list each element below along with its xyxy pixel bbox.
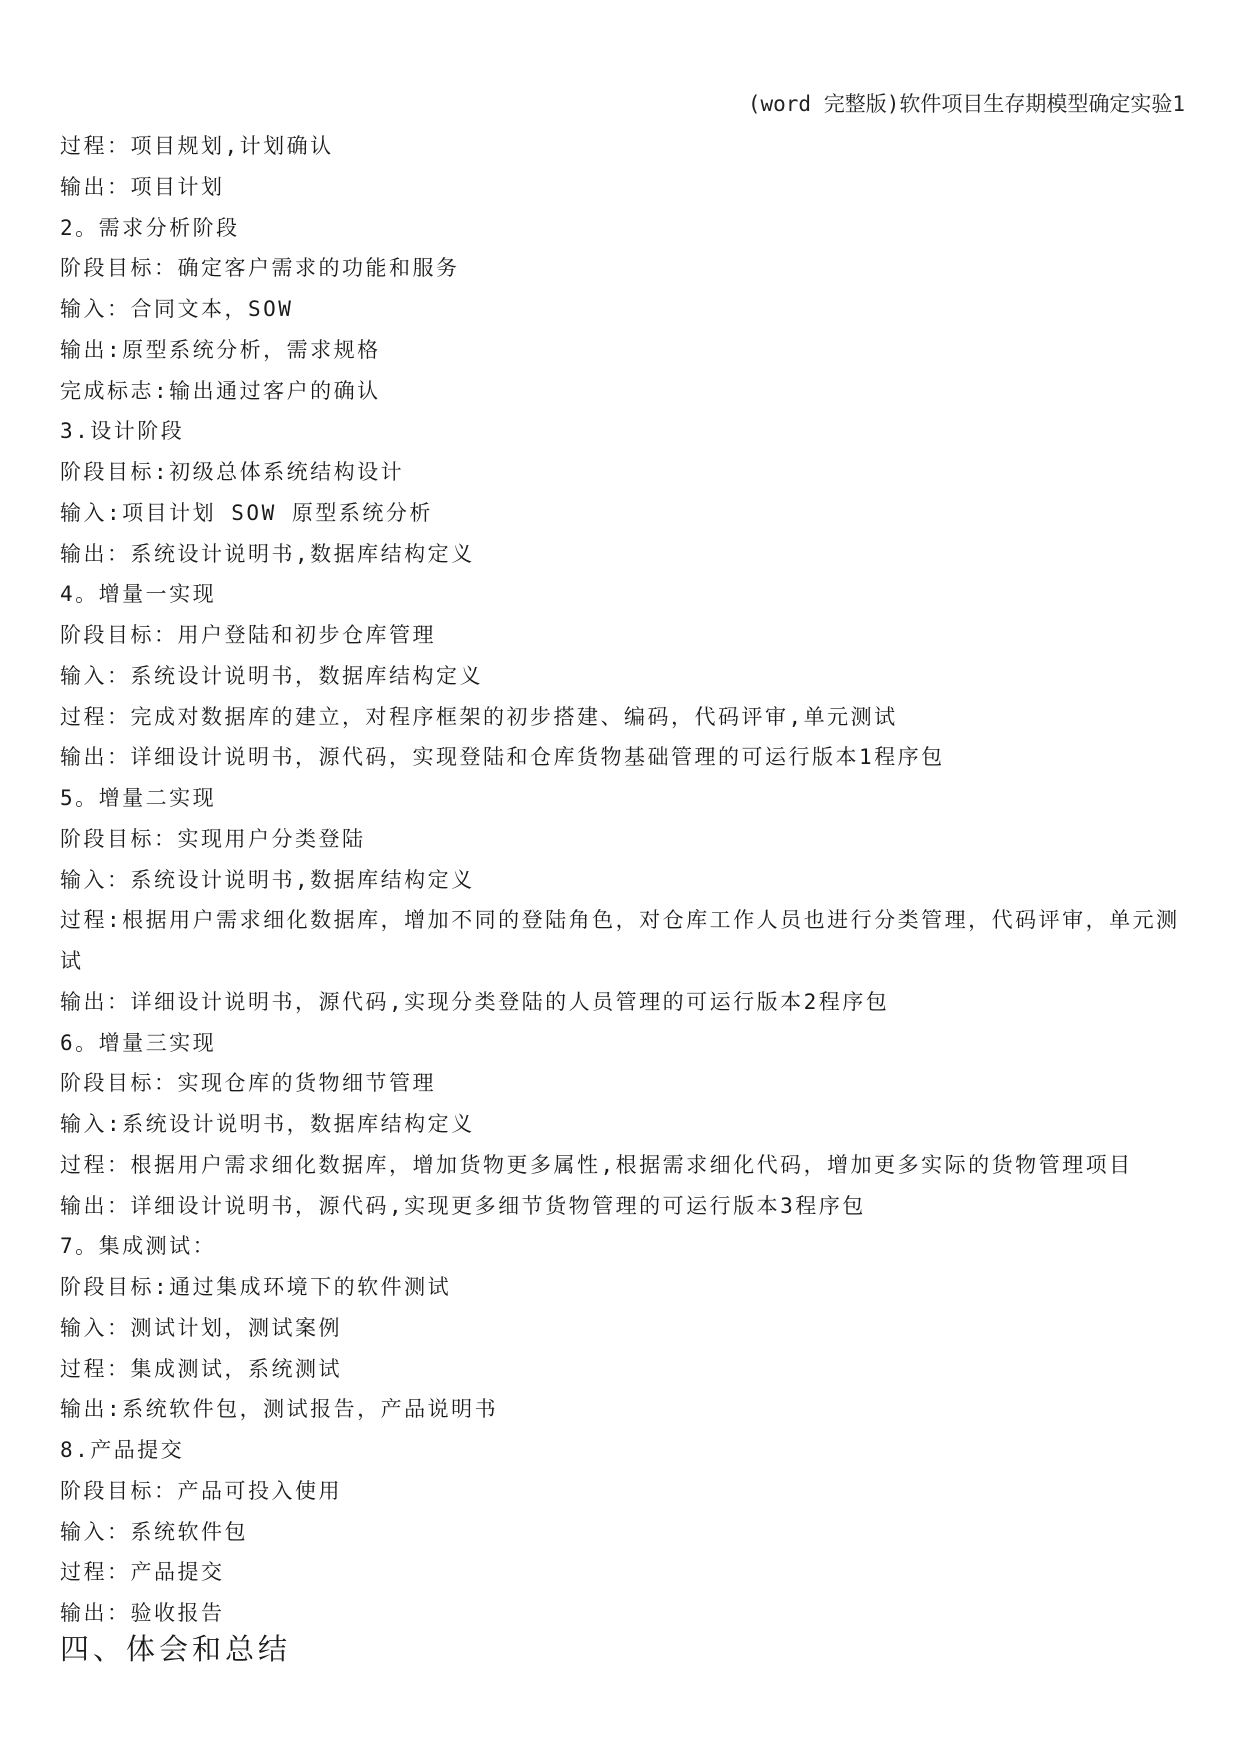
- section-heading: 四、体会和总结: [60, 1632, 292, 1666]
- text-line: 过程：集成测试，系统测试: [60, 1356, 342, 1381]
- text-line: 阶段目标：确定客户需求的功能和服务: [60, 256, 460, 281]
- text-line: 输出:原型系统分析，需求规格: [60, 337, 381, 362]
- text-line: 输出：验收报告: [60, 1601, 225, 1625]
- stage-heading: 8.产品提交: [60, 1438, 185, 1462]
- text-line: 过程：产品提交: [60, 1560, 225, 1585]
- text-line: 输入：合同文本，SOW: [60, 297, 294, 321]
- text-line: 输出：详细设计说明书，源代码,实现更多细节货物管理的可运行版本3程序包: [60, 1193, 866, 1218]
- text-line: 输出：详细设计说明书，源代码,实现分类登陆的人员管理的可运行版本2程序包: [60, 989, 890, 1014]
- text-line: 输出：详细设计说明书，源代码，实现登陆和仓库货物基础管理的可运行版本1程序包: [60, 745, 945, 770]
- text-line: 阶段目标:初级总体系统结构设计: [60, 460, 405, 484]
- stage-heading: 4。增量一实现: [60, 582, 217, 607]
- text-line: 输入：系统软件包: [60, 1519, 248, 1544]
- stage-heading: 6。增量三实现: [60, 1030, 217, 1055]
- text-line: 阶段目标：实现仓库的货物细节管理: [60, 1071, 436, 1096]
- text-line: 输入：测试计划，测试案例: [60, 1315, 342, 1340]
- stage-heading: 5。增量二实现: [60, 786, 217, 810]
- text-line: 完成标志:输出通过客户的确认: [60, 378, 381, 403]
- text-line: 阶段目标：产品可投入使用: [60, 1478, 342, 1503]
- stage-heading: 2。需求分析阶段: [60, 215, 240, 240]
- document-body: [60, 126, 1188, 1634]
- text-line: 输出：项目计划: [60, 174, 225, 199]
- text-line: 输入:系统设计说明书，数据库结构定义: [60, 1112, 475, 1136]
- text-line-wrapped: 过程:根据用户需求细化数据库，增加不同的登陆角色，对仓库工作人员也进行分类管理，代码评审，单元测试: [60, 908, 1180, 973]
- text-line: 过程：项目规划,计划确认: [60, 134, 334, 158]
- text-line: 输出：系统设计说明书,数据库结构定义: [60, 541, 475, 566]
- text-line: 阶段目标:通过集成环境下的软件测试: [60, 1275, 452, 1299]
- text-line: 阶段目标：用户登陆和初步仓库管理: [60, 623, 436, 647]
- text-line: 输入:项目计划 SOW 原型系统分析: [60, 500, 433, 525]
- text-line: 阶段目标：实现用户分类登陆: [60, 826, 366, 851]
- text-line: 输入：系统设计说明书,数据库结构定义: [60, 867, 475, 892]
- text-line: 过程：完成对数据库的建立，对程序框架的初步搭建、编码，代码评审,单元测试: [60, 704, 898, 729]
- text-line: 输出:系统软件包，测试报告，产品说明书: [60, 1397, 499, 1422]
- stage-heading: 7。集成测试：: [60, 1234, 217, 1259]
- text-line: 输入：系统设计说明书，数据库结构定义: [60, 663, 483, 688]
- text-line: 过程：根据用户需求细化数据库，增加货物更多属性,根据需求细化代码，增加更多实际的货物管理项目: [60, 1152, 1133, 1177]
- page-header-title: (word 完整版)软件项目生存期模型确定实验1: [747, 92, 1185, 116]
- stage-heading: 3.设计阶段: [60, 419, 185, 444]
